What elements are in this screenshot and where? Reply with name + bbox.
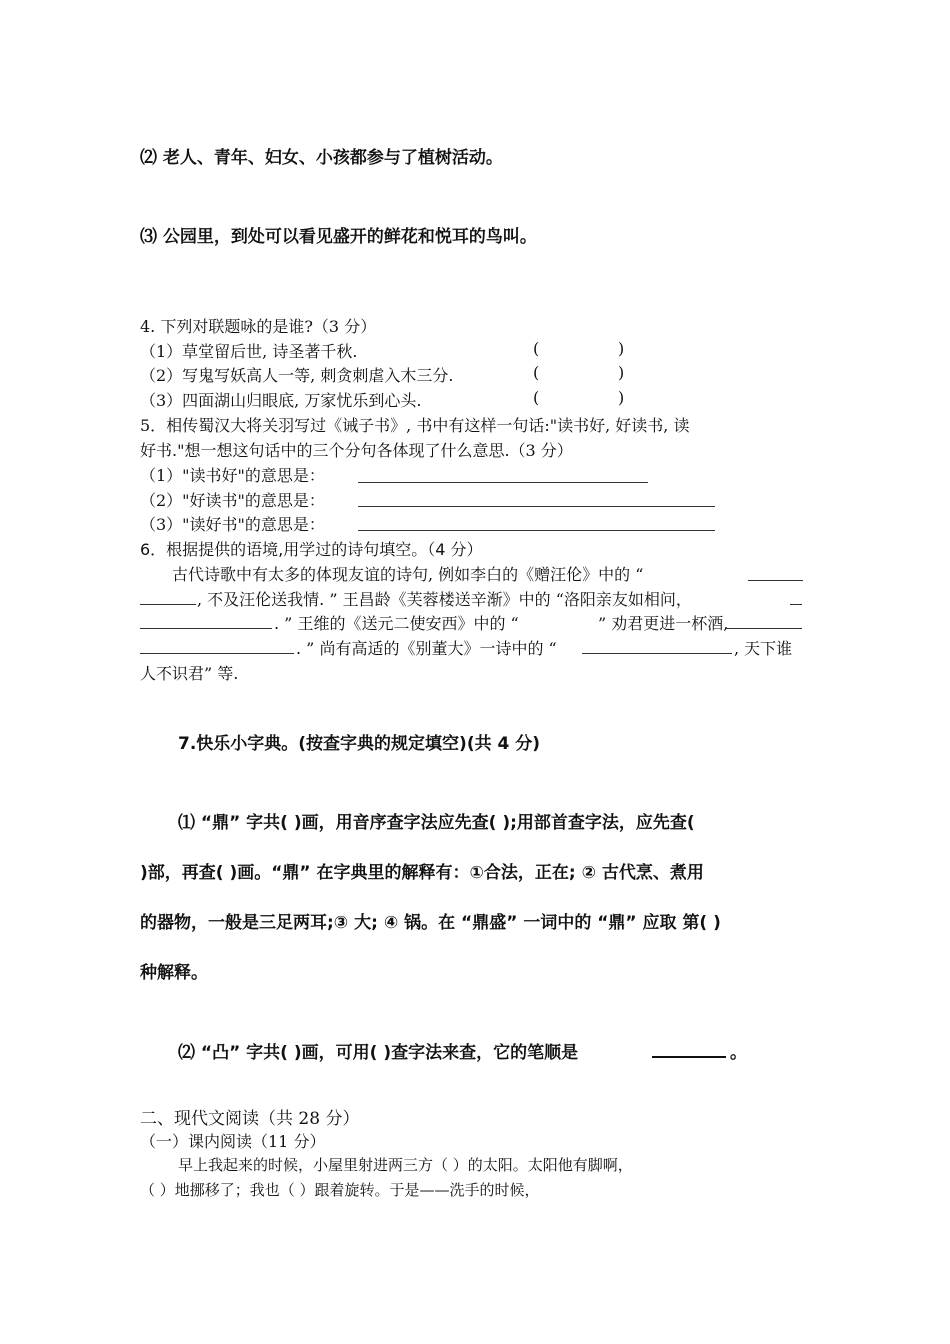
q4-answer-paren-open-2: ( (533, 363, 540, 382)
q6-line-1: 古代诗歌中有太多的体现友谊的诗句, 例如李白的《赠汪伦》中的 “ (172, 565, 644, 584)
section-2-subtitle: （一）课内阅读（11 分） (140, 1132, 326, 1151)
q6-blank-4[interactable] (582, 653, 732, 654)
q4-answer-paren-close-2: ) (618, 363, 625, 382)
section-2-title: 二、现代文阅读（共 28 分） (140, 1109, 360, 1129)
q4-answer-paren-close-3: ) (618, 388, 625, 407)
q3-sentence-3: ⑶ 公园里，到处可以看见盛开的鲜花和悦耳的鸟叫。 (140, 227, 537, 247)
q7-part2-end: 。 (730, 1043, 747, 1063)
q6-line-3b: ” 劝君更进一杯酒, (598, 614, 729, 633)
q3-sentence-2: ⑵ 老人、青年、妇女、小孩都参与了植树活动。 (140, 148, 503, 168)
q6-line-3a: . ” 王维的《送元二使安西》中的 “ (274, 614, 519, 633)
q6-line-4b: , 天下谁 (734, 639, 793, 658)
q5-item-1: （1）"读书好"的意思是： (140, 466, 325, 485)
q6-blank-3a[interactable] (726, 628, 802, 629)
q6-blank-2a[interactable] (790, 604, 802, 605)
q7-part1-line-3: 的器物，一般是三足两耳;③ 大; ④ 锅。在 “鼎盛” 一词中的 “鼎” 应取 第( ) (140, 913, 721, 933)
q6-blank-1b[interactable] (140, 604, 196, 605)
q7-part1-line-4: 种解释。 (140, 963, 208, 983)
q4-item-1: （1）草堂留后世, 诗圣著千秋. (140, 342, 358, 361)
q5-answer-line-2[interactable] (358, 506, 715, 507)
q4-title: 4. 下列对联题咏的是谁?（3 分） (140, 317, 377, 336)
q4-item-3: （3）四面湖山归眼底, 万家忧乐到心头. (140, 391, 422, 410)
q6-line-2: , 不及汪伦送我情. ” 王昌龄《芙蓉楼送辛渐》中的 “洛阳亲友如相问， (197, 590, 692, 609)
reading-para-line-1: 早上我起来的时候，小屋里射进两三方（ ）的太阳。太阳他有脚啊， (178, 1156, 633, 1174)
q5-answer-line-1[interactable] (358, 482, 648, 483)
q7-part1-line-2: )部，再查( )画。“鼎” 在字典里的解释有：①合法，正在; ② 古代烹、煮用 (140, 863, 704, 883)
q6-blank-1a[interactable] (748, 580, 803, 581)
q5-line-2: 好书."想一想这句话中的三个分句各体现了什么意思.（3 分） (140, 441, 573, 460)
q5-item-3: （3）"读好书"的意思是： (140, 515, 325, 534)
q5-answer-line-3[interactable] (358, 530, 715, 531)
q5-item-2: （2）"好读书"的意思是： (140, 491, 325, 510)
q6-blank-3b[interactable] (140, 653, 294, 654)
q6-line-5: 人不识君” 等. (140, 664, 239, 683)
q6-title: 6．根据提供的语境,用学过的诗句填空。（4 分） (140, 540, 483, 559)
q4-answer-paren-open-3: ( (533, 388, 540, 407)
q6-blank-2b[interactable] (140, 628, 272, 629)
q4-answer-paren-close-1: ) (618, 339, 625, 358)
q6-line-4a: . ” 尚有高适的《别董大》一诗中的 “ (296, 639, 557, 658)
q7-stroke-order-blank[interactable] (652, 1056, 726, 1058)
q7-part2: ⑵ “凸” 字共( )画，可用( )查字法来查，它的笔顺是 (178, 1043, 579, 1063)
q4-item-2: （2）写鬼写妖高人一等, 刺贪刺虐入木三分. (140, 366, 454, 385)
q4-answer-paren-open-1: ( (533, 339, 540, 358)
q5-line-1: 5．相传蜀汉大将关羽写过《诫子书》, 书中有这样一句话:"读书好, 好读书, 读 (140, 416, 690, 435)
reading-para-line-2: （ ）地挪移了；我也（ ）跟着旋转。于是——洗手的时候， (140, 1181, 540, 1199)
q7-part1-line-1: ⑴ “鼎” 字共( )画，用音序查字法应先查( );用部首查字法，应先查( (178, 813, 695, 833)
q7-title: 7.快乐小字典。(按查字典的规定填空)(共 4 分) (178, 734, 541, 754)
